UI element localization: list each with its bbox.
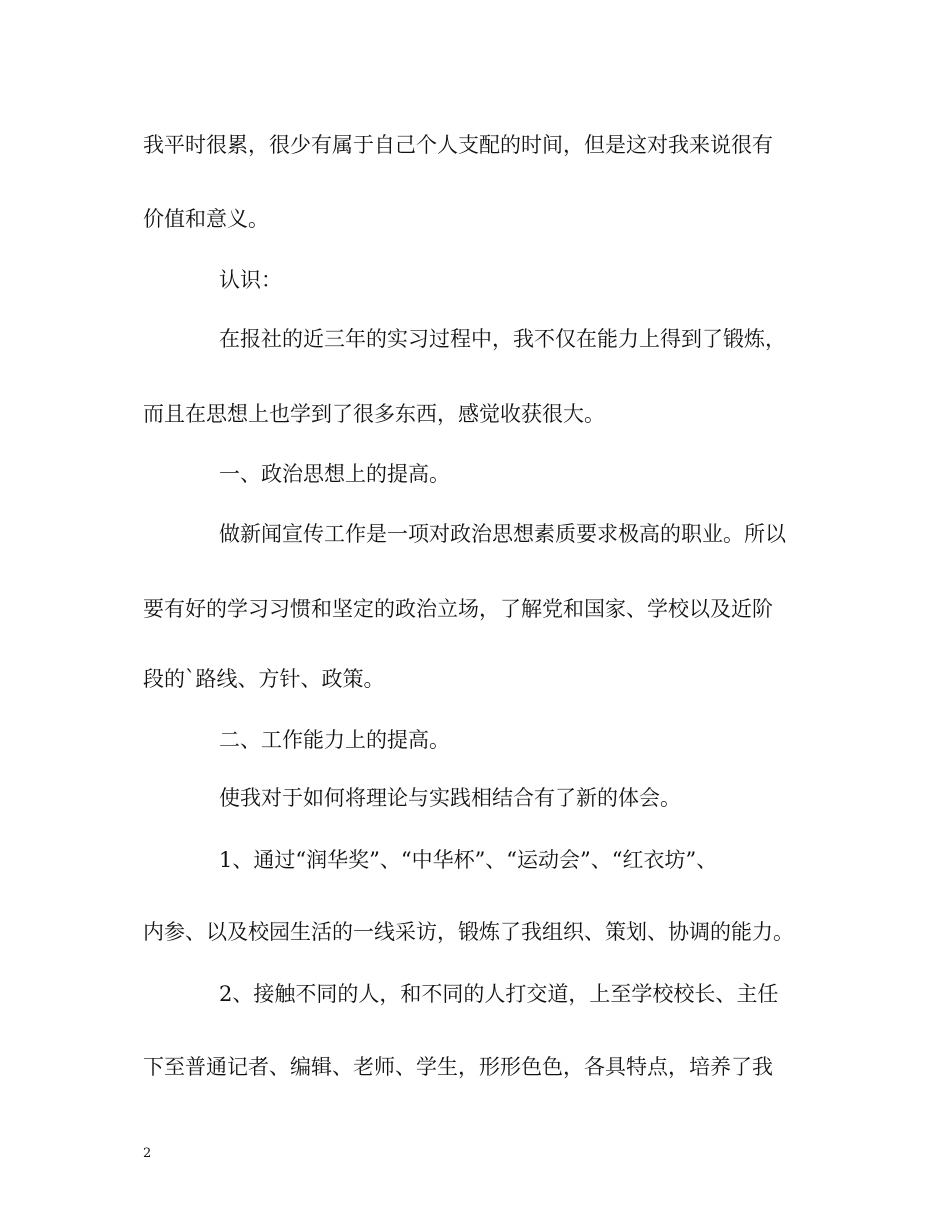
text-line-12: 1、通过“润华奖”、“中华杯”、“运动会”、“红衣坊”、: [219, 848, 718, 872]
text-line-10: 二、工作能力上的提高。: [219, 728, 450, 752]
text-line-6: 一、政治思想上的提高。: [219, 462, 450, 486]
text-line-11: 使我对于如何将理论与实践相结合有了新的体会。: [219, 786, 681, 810]
page-number: 2: [143, 1146, 152, 1161]
text-line-1: 我平时很累，很少有属于自己个人支配的时间，但是这对我来说很有: [143, 133, 773, 157]
text-line-2: 价值和意义。: [143, 207, 269, 231]
text-line-5: 而且在思想上也学到了很多东西，感觉收获很大。: [143, 402, 605, 426]
text-line-9: 段的`路线、方针、政策。: [143, 667, 385, 691]
text-line-13: 内参、以及校园生活的一线采访，锻炼了我组织、策划、协调的能力。: [143, 920, 794, 944]
text-line-15: 下至普通记者、编辑、老师、学生，形形色色，各具特点，培养了我: [143, 1055, 773, 1079]
text-line-3: 认识：: [219, 268, 282, 292]
text-line-4: 在报社的近三年的实习过程中，我不仅在能力上得到了锻炼，: [219, 327, 786, 351]
text-line-14: 2、接触不同的人，和不同的人打交道，上至学校校长、主任: [219, 982, 779, 1006]
text-line-7: 做新闻宣传工作是一项对政治思想素质要求极高的职业。所以: [219, 522, 786, 546]
text-line-8: 要有好的学习习惯和坚定的政治立场，了解党和国家、学校以及近阶: [143, 597, 773, 621]
